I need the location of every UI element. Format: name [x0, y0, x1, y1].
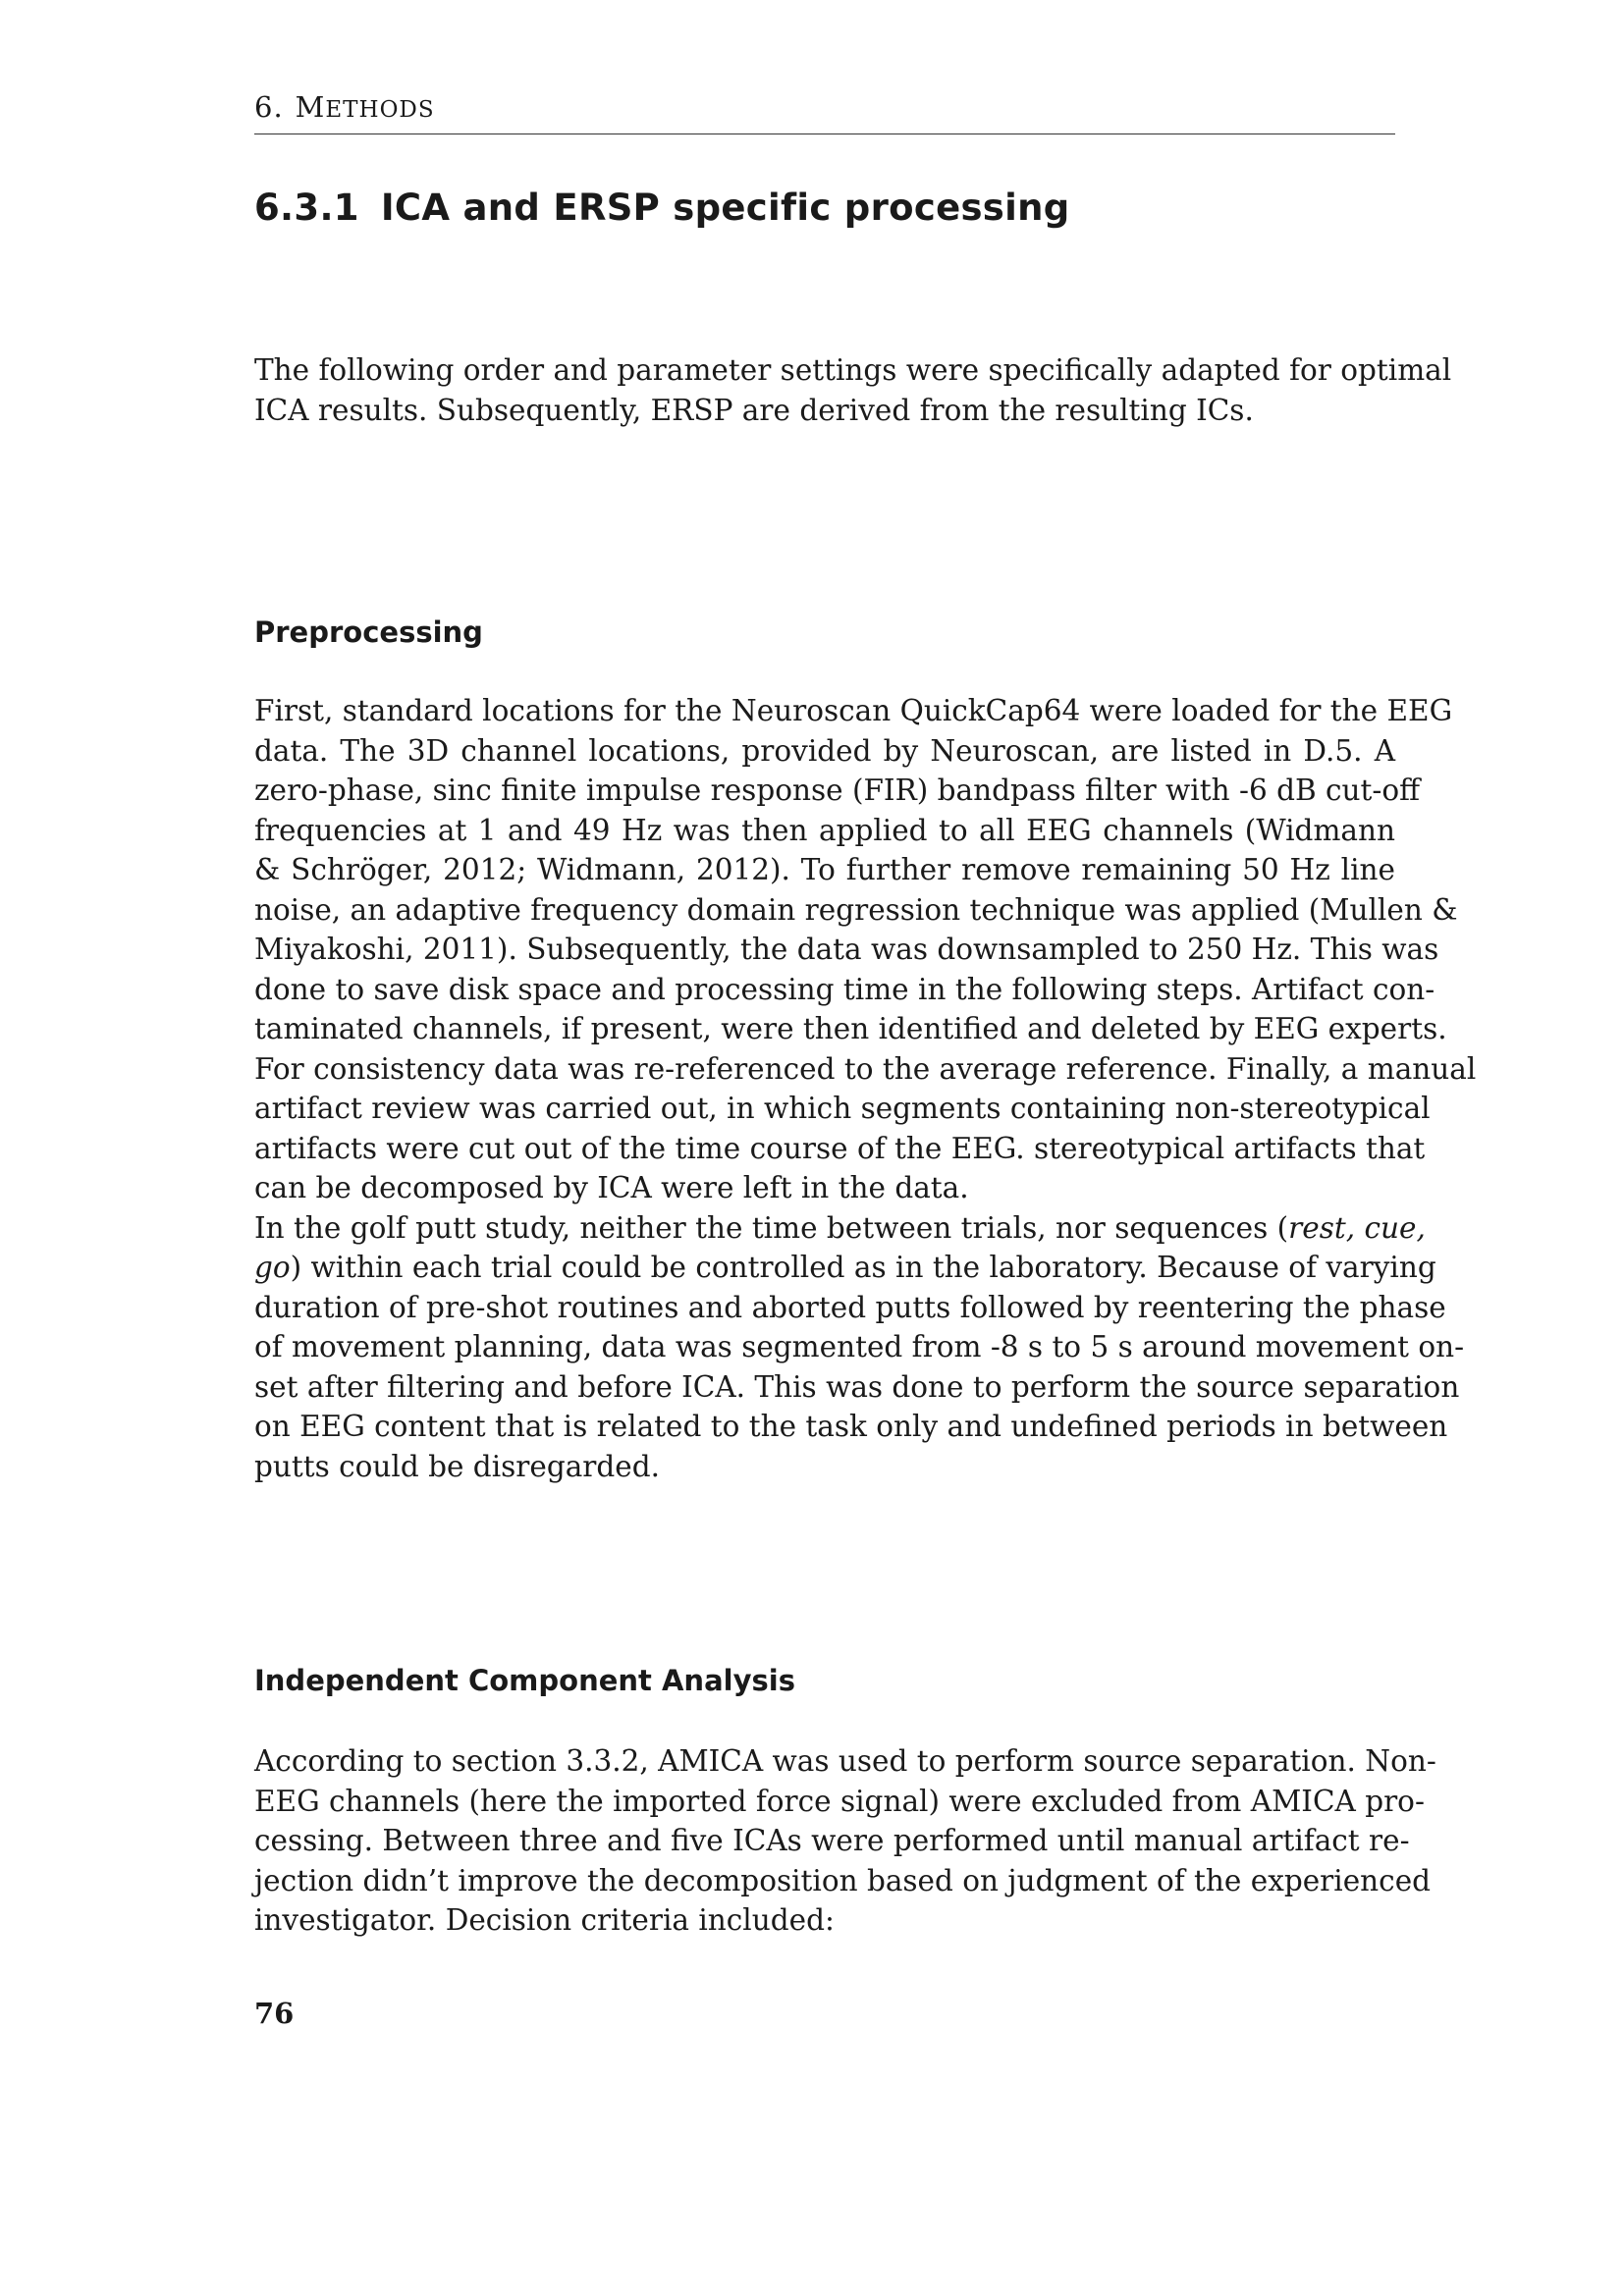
- text-line: noise, an adaptive frequency domain regression technique was applied (Mullen &: [254, 892, 1458, 927]
- text-line: EEG channels (here the imported force signal) were excluded from AMICA pro-: [254, 1784, 1425, 1818]
- text-line: cessing. Between three and five ICAs were performed until manual artifact re-: [254, 1824, 1410, 1857]
- text-line: According to section 3.3.2, AMICA was used to perform source separation. Non-: [254, 1744, 1436, 1778]
- text-line: zero-phase, sinc finite impulse response (FIR) bandpass filter with -6 dB cut-off: [254, 774, 1421, 807]
- text-segment: In the golf putt study, neither the time between trials, nor sequences (: [254, 1210, 1289, 1245]
- chapter-title-initial: M: [295, 90, 326, 124]
- text-line: [254, 1208, 1426, 1249]
- text-line: data. The 3D channel locations, provided by Neuroscan, are listed in D.5. A: [254, 733, 1395, 768]
- chapter-title-rest: ETHODS: [325, 97, 435, 123]
- text-line: Miyakoshi, 2011). Subsequently, the data was downsampled to 250 Hz. This was: [254, 933, 1439, 966]
- chapter-number: 6.: [254, 90, 284, 124]
- ica-paragraph: [254, 1741, 1436, 1941]
- italic-term: go: [254, 1251, 291, 1284]
- text-line: putts could be disregarded.: [254, 1449, 660, 1483]
- text-line: [254, 1248, 1436, 1288]
- text-line: investigator. Decision criteria included:: [254, 1903, 835, 1937]
- running-header: [254, 90, 1395, 134]
- section-number: 6.3.1: [254, 187, 359, 229]
- text-line: jection didn’t improve the decomposition based on judgment of the experienced: [254, 1863, 1432, 1897]
- text-line: & Schröger, 2012; Widmann, 2012). To further remove remaining 50 Hz line: [254, 853, 1395, 886]
- text-line: of movement planning, data was segmented from -8 s to 5 s around movement on-: [254, 1330, 1465, 1363]
- text-line: artifact review was carried out, in which segments containing non-stereotypical: [254, 1092, 1431, 1125]
- text-line: artifacts were cut out of the time course of the EEG. stereotypical artifacts that: [254, 1131, 1426, 1165]
- text-line: frequencies at 1 and 49 Hz was then applied to all EEG channels (Widmann: [254, 813, 1395, 847]
- preprocessing-paragraph: [254, 691, 1477, 1486]
- text-line: First, standard locations for the Neuroscan QuickCap64 were loaded for the EEG: [254, 694, 1453, 727]
- text-line: on EEG content that is related to the task only and undefined periods in between: [254, 1410, 1448, 1443]
- preprocessing-heading: Preprocessing: [254, 615, 483, 649]
- intro-paragraph: [254, 350, 1452, 430]
- text-line: taminated channels, if present, were then identified and deleted by EEG experts.: [254, 1012, 1447, 1045]
- text-line: ICA results. Subsequently, ERSP are derived from the resulting ICs.: [254, 393, 1254, 427]
- section-title: [254, 187, 1070, 229]
- ica-heading: Independent Component Analysis: [254, 1664, 795, 1697]
- text-segment: ) within each trial could be controlled as in the laboratory. Because of varying: [290, 1251, 1436, 1284]
- page-number: 76: [254, 1997, 295, 2030]
- text-line: For consistency data was re-referenced to the average reference. Finally, a manual: [254, 1051, 1477, 1086]
- italic-term: rest, cue,: [1288, 1210, 1426, 1245]
- text-line: can be decomposed by ICA were left in the data.: [254, 1171, 969, 1204]
- section-title-text: ICA and ERSP specific processing: [380, 187, 1070, 229]
- text-line: The following order and parameter settings were specifically adapted for optimal: [254, 353, 1452, 387]
- text-line: set after filtering and before ICA. This was done to perform the source separation: [254, 1369, 1460, 1404]
- text-line: duration of pre-shot routines and aborted putts followed by reentering the phase: [254, 1290, 1446, 1324]
- text-line: done to save disk space and processing time in the following steps. Artifact con-: [254, 972, 1435, 1006]
